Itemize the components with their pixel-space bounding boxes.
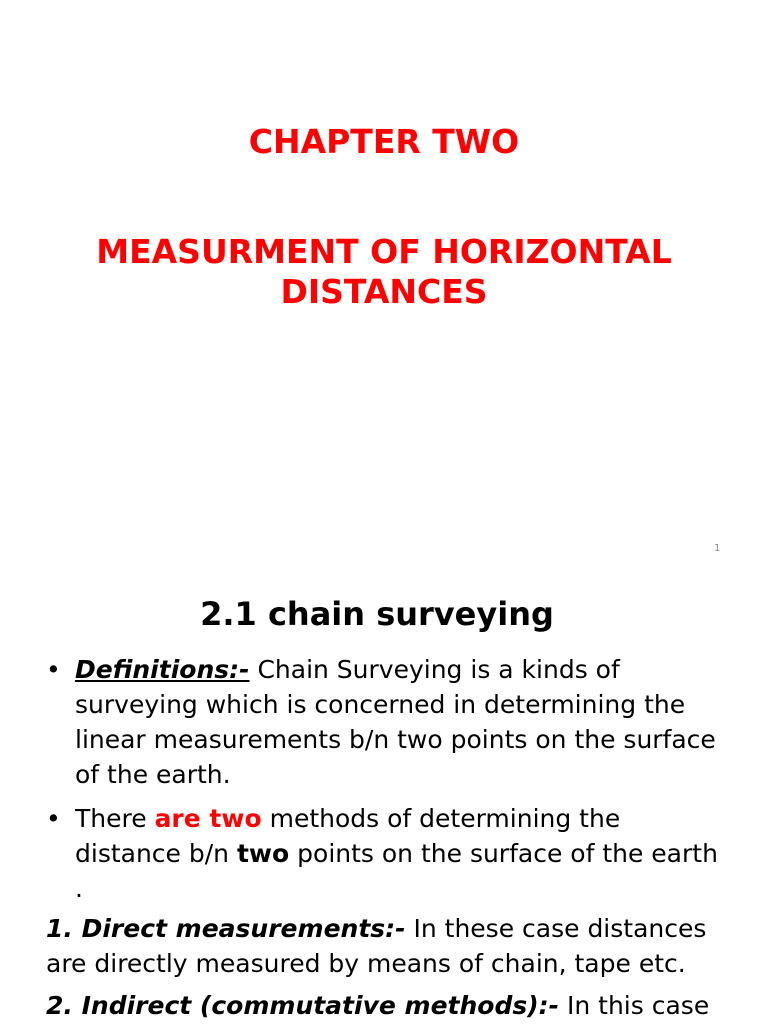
methods-bold-two: two — [236, 839, 290, 868]
direct-measurements-text: In these case distances are directly measured by means of chain, tape etc. — [46, 914, 707, 978]
item-direct-measurements — [46, 911, 736, 981]
bullet-definitions — [46, 652, 726, 792]
subject-title-line-1: MEASURMENT OF HORIZONTAL — [96, 232, 672, 271]
methods-text-2: methods of determining the distance b/n — [75, 804, 621, 868]
bullet-marker: • — [46, 655, 61, 684]
item-indirect-methods — [46, 988, 736, 1023]
subject-title — [0, 232, 768, 312]
section-heading: 2.1 chain surveying — [200, 595, 554, 633]
direct-measurements-label: 1. Direct measurements:- — [46, 914, 406, 943]
methods-highlight: are two — [154, 804, 262, 833]
page-number: 1 — [714, 543, 721, 554]
content-slide — [0, 576, 768, 1024]
indirect-methods-text: In this case — [559, 991, 710, 1020]
definitions-text: Chain Surveying is a kinds of surveying which is concerned in determining the linear measurements b/n two points on the surface of the earth. — [75, 655, 716, 789]
bullet-two-methods — [46, 801, 726, 906]
indirect-methods-label: 2. Indirect (commutative methods):- — [46, 991, 560, 1020]
chapter-title: CHAPTER TWO — [248, 122, 520, 161]
subject-title-line-2: DISTANCES — [280, 272, 488, 311]
bullet-definitions-content — [75, 652, 726, 792]
bullet-two-methods-content — [75, 801, 726, 906]
definitions-label: Definitions:- — [75, 655, 250, 684]
methods-text-3: points on the surface of the earth . — [75, 839, 718, 903]
bullet-marker: • — [46, 804, 61, 833]
methods-text-1: There — [75, 804, 155, 833]
